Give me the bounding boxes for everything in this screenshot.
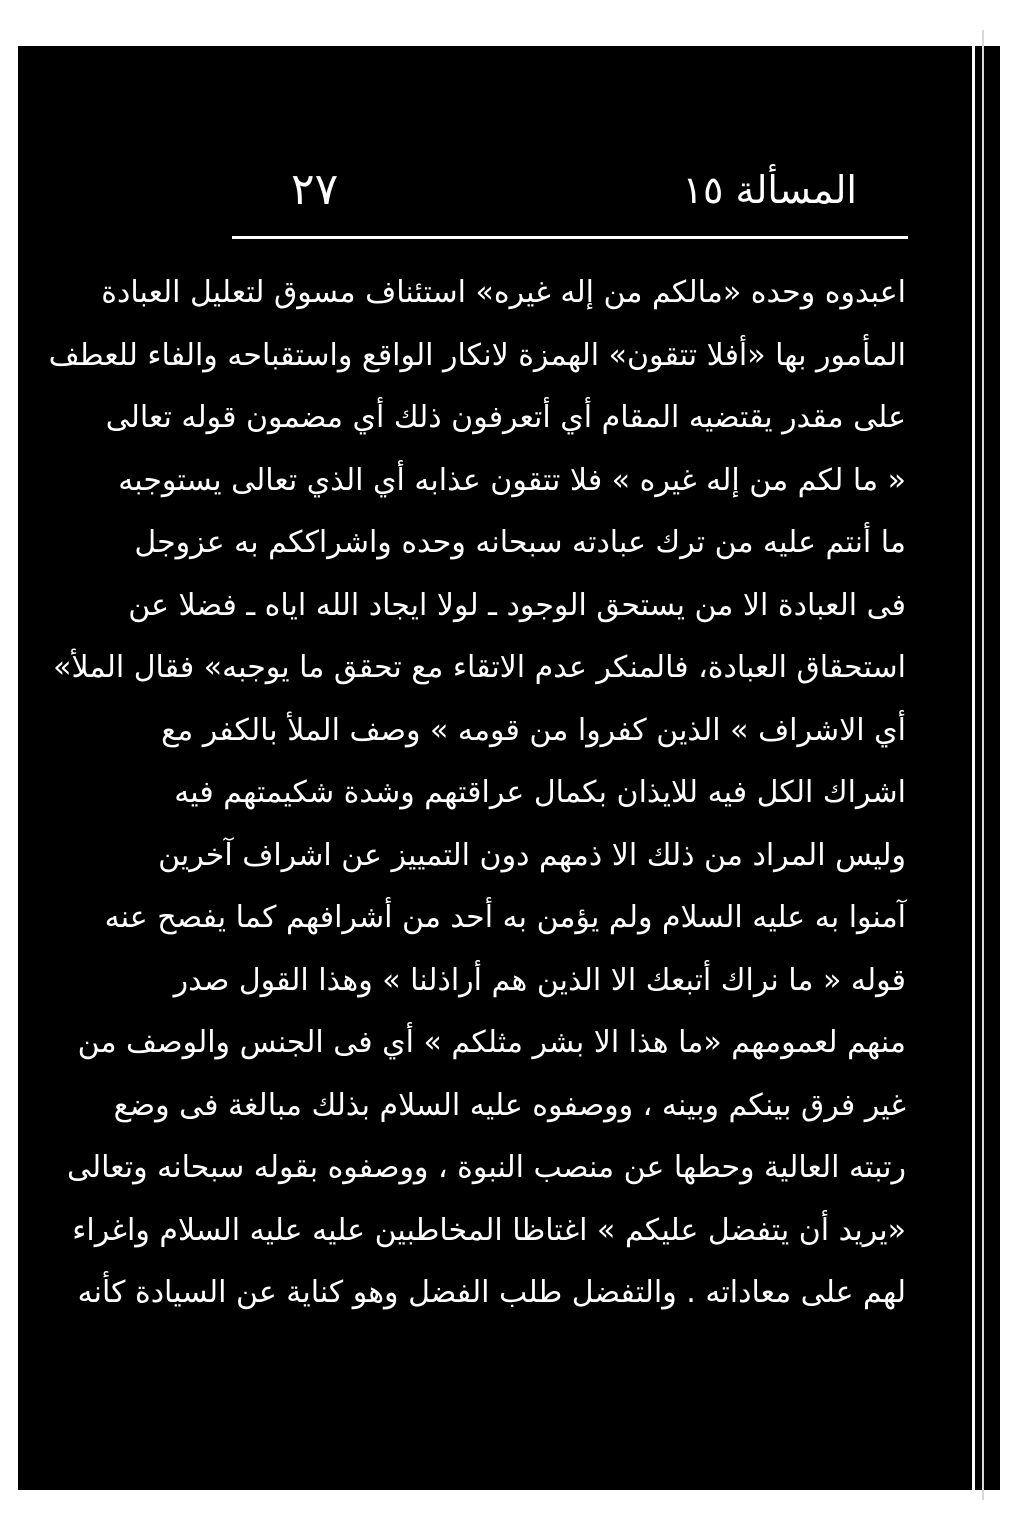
text-line: رتبته العالية وحطها عن منصب النبوة ، ووصفوه بقوله سبحانه وتعالى [67,1150,906,1185]
scan-edge-bottom [0,1490,1024,1521]
text-line: « ما لكم من إله غيره » فلا تتقون عذابه أي الذي تعالى يستوجبه [118,462,906,498]
page-number: ٢٧ [291,164,339,215]
scan-edge-top [0,0,1024,46]
text-line: وليس المراد من ذلك الا ذمهم دون التمييز عن اشراف آخرين [158,837,906,873]
text-line: فى العبادة الا من يستحق الوجود ـ لولا ايجاد الله اياه ـ فضلا عن [128,587,906,623]
scan-edge-right [1000,0,1024,1521]
scan-edge-left [0,0,18,1521]
page-spine-shadow [982,30,984,1500]
text-line: قوله « ما نراك أتبعك الا الذين هم أراذلنا » وهذا القول صدر [173,962,906,998]
text-line: اعبدوه وحده «مالكم من إله غيره» استئناف مسوق لتعليل العبادة [101,275,906,310]
text-line: ما أنتم عليه من ترك عبادته سبحانه وحده واشراككم به عزوجل [134,525,906,560]
text-line: لهم على معاداته . والتفضل طلب الفضل وهو كناية عن السيادة كأنه [77,1275,906,1310]
text-line: آمنوا به عليه السلام ولم يؤمن به أحد من أشرافهم كما يفصح عنه [104,900,906,935]
running-title: المسألة ١٥ [682,168,857,212]
page-spine [972,30,975,1500]
header-rule [232,236,908,239]
text-line: أي الاشراف » الذين كفروا من قومه » وصف الملأ بالكفر مع [161,712,906,748]
text-line: استحقاق العبادة، فالمنكر عدم الاتقاء مع تحقق ما يوجبه» فقال الملأ» [53,650,906,685]
text-line: غير فرق بينكم وبينه ، ووصفوه عليه السلام بذلك مبالغة فى وضع [113,1087,906,1123]
text-line: المأمور بها «أفلا تتقون» الهمزة لانكار الواقع واستقباحه والفاء للعطف [48,337,906,373]
text-line: منهم لعمومهم «ما هذا الا بشر مثلكم » أي فى الجنس والوصف من [77,1025,906,1060]
text-line: على مقدر يقتضيه المقام أي أتعرفون ذلك أي مضمون قوله تعالى [105,400,906,435]
body-text [48,262,906,1325]
text-line: «يريد أن يتفضل عليكم » اغتاظا المخاطبين عليه عليه السلام واغراء [72,1212,906,1248]
text-line: اشراك الكل فيه للايذان بكمال عراقتهم وشدة شكيمتهم فيه [174,775,906,810]
page-header [235,160,907,224]
